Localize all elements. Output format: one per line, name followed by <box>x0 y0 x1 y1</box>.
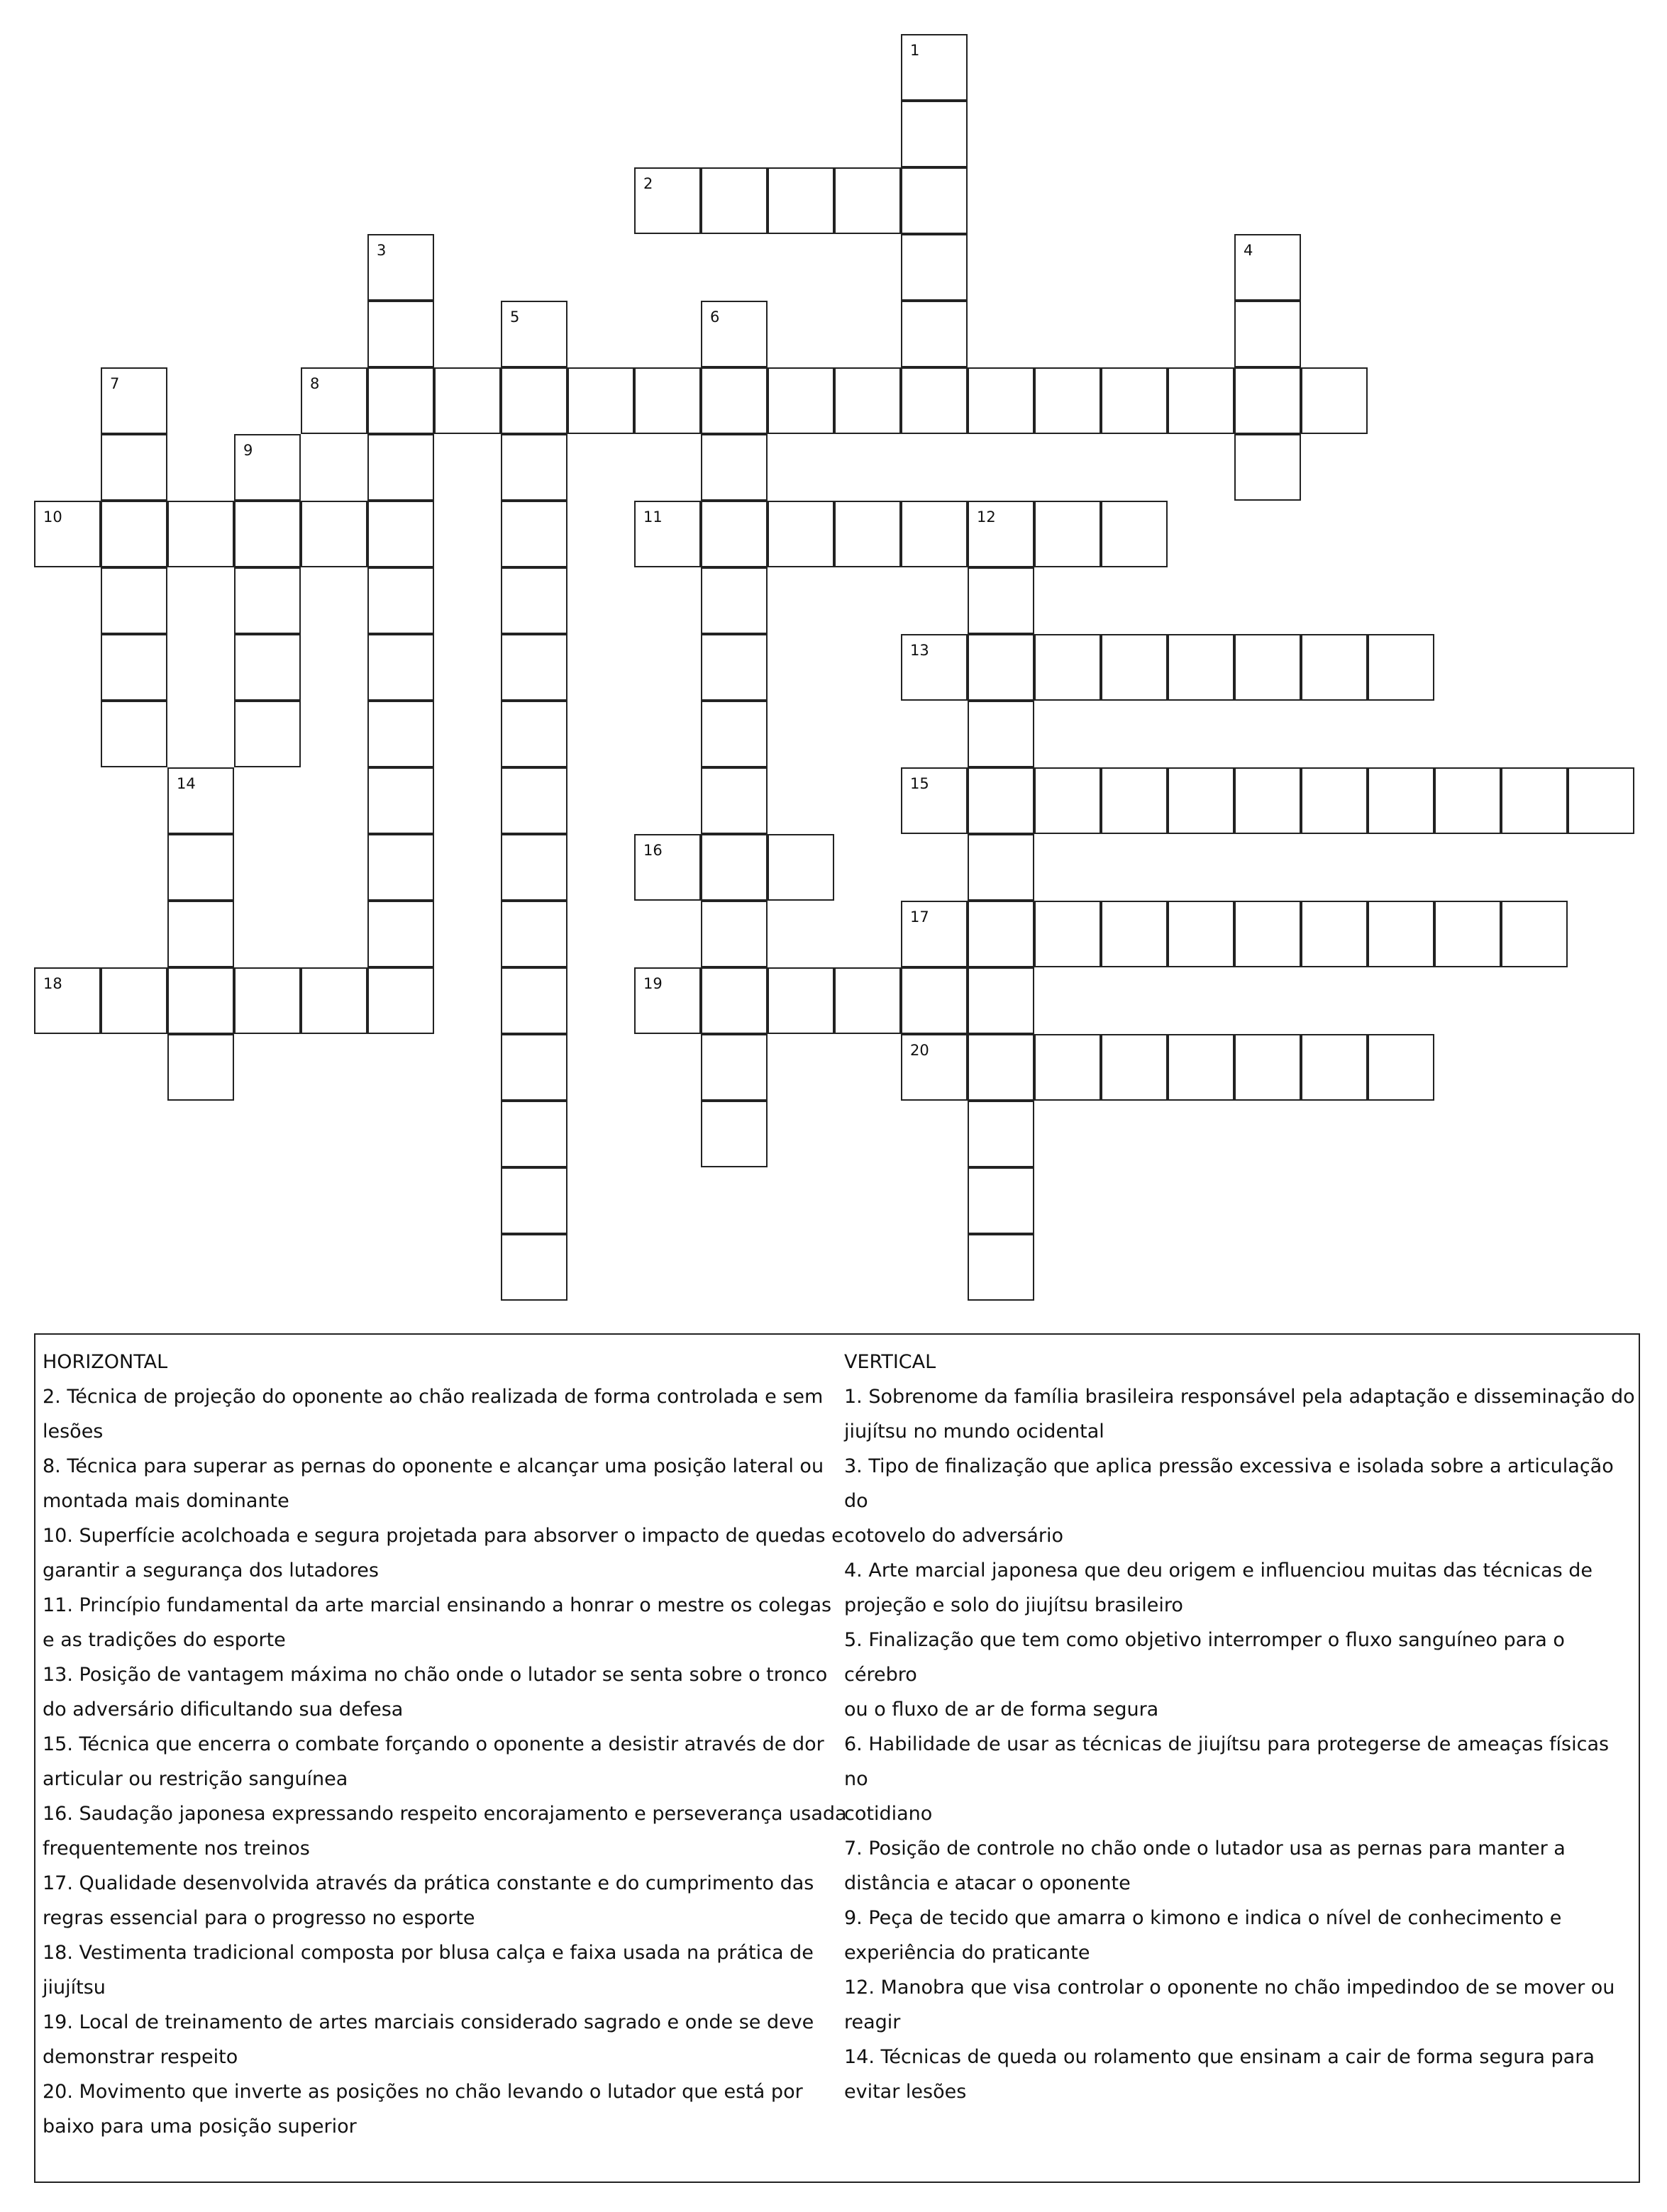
crossword-cell[interactable] <box>501 901 567 967</box>
clue-number-19: 19 <box>643 975 663 992</box>
crossword-cell[interactable] <box>1368 767 1434 834</box>
crossword-cell[interactable] <box>1234 767 1301 834</box>
crossword-cell[interactable] <box>901 167 968 234</box>
horizontal-clue-line: do adversário dificultando sua defesa <box>43 1699 404 1721</box>
crossword-cell[interactable] <box>1101 501 1168 567</box>
vertical-clue-line: cotovelo do adversário <box>844 1525 1064 1547</box>
crossword-cell[interactable] <box>234 967 301 1034</box>
crossword-cell[interactable] <box>701 434 768 501</box>
crossword-cell[interactable] <box>234 567 301 634</box>
horizontal-clue-line: 19. Local de treinamento de artes marciais considerado sagrado e onde se deve <box>43 2011 814 2033</box>
crossword-cell[interactable] <box>1368 901 1434 967</box>
vertical-clue-line: 5. Finalização que tem como objetivo interromper o fluxo sanguíneo para o cérebro <box>844 1629 1565 1686</box>
crossword-cell[interactable] <box>768 501 834 567</box>
crossword-cell[interactable] <box>501 1034 567 1101</box>
horizontal-clue-line: 15. Técnica que encerra o combate forçando o oponente a desistir através de dor <box>43 1733 824 1755</box>
crossword-cell[interactable] <box>367 701 434 767</box>
crossword-cell[interactable] <box>901 501 968 567</box>
clue-number-17: 17 <box>910 908 929 926</box>
vertical-clue-line: cotidiano <box>844 1803 933 1825</box>
crossword-cell[interactable] <box>968 701 1034 767</box>
crossword-cell[interactable] <box>968 567 1034 634</box>
horizontal-clue-line: baixo para uma posição superior <box>43 2116 357 2138</box>
crossword-cell[interactable] <box>167 901 234 967</box>
crossword-cell[interactable] <box>634 367 701 434</box>
clue-number-13: 13 <box>910 642 929 659</box>
crossword-cell[interactable] <box>701 967 768 1034</box>
crossword-cell[interactable] <box>1034 501 1101 567</box>
crossword-cell[interactable] <box>968 834 1034 901</box>
clue-number-2: 2 <box>643 175 653 192</box>
clue-number-4: 4 <box>1244 242 1253 259</box>
crossword-cell[interactable] <box>1368 634 1434 701</box>
crossword-cell[interactable] <box>701 901 768 967</box>
vertical-clue-line: 12. Manobra que visa controlar o oponente no chão impedindoo de se mover ou <box>844 1977 1615 1999</box>
crossword-cell[interactable] <box>968 1034 1034 1101</box>
crossword-cell[interactable] <box>701 701 768 767</box>
crossword-cell[interactable] <box>1034 901 1101 967</box>
vertical-clue-line: 4. Arte marcial japonesa que deu origem e influenciou muitas das técnicas de <box>844 1560 1593 1582</box>
crossword-cell[interactable] <box>501 1101 567 1167</box>
vertical-clue-line: jiujítsu no mundo ocidental <box>844 1421 1104 1443</box>
crossword-cell[interactable] <box>1568 767 1634 834</box>
clue-number-14: 14 <box>177 775 196 792</box>
crossword-cell[interactable] <box>901 234 968 301</box>
crossword-cell[interactable] <box>701 767 768 834</box>
vertical-clue-line: distância e atacar o oponente <box>844 1872 1131 1894</box>
crossword-cell[interactable] <box>834 367 901 434</box>
crossword-cell[interactable] <box>1034 767 1101 834</box>
crossword-cell[interactable] <box>1234 301 1301 367</box>
horizontal-clue-line: lesões <box>43 1421 104 1443</box>
crossword-cell[interactable] <box>1301 634 1368 701</box>
crossword-cell[interactable] <box>501 834 567 901</box>
crossword-cell[interactable] <box>1434 901 1501 967</box>
crossword-cell[interactable] <box>167 967 234 1034</box>
crossword-cell[interactable] <box>1101 767 1168 834</box>
crossword-cell[interactable] <box>1101 901 1168 967</box>
crossword-cell[interactable] <box>501 1167 567 1234</box>
crossword-cell[interactable] <box>1234 901 1301 967</box>
crossword-cell[interactable] <box>101 701 167 767</box>
crossword-cell[interactable] <box>768 367 834 434</box>
vertical-clue-line: ou o fluxo de ar de forma segura <box>844 1699 1159 1721</box>
crossword-cell[interactable] <box>1301 767 1368 834</box>
crossword-cell[interactable] <box>101 501 167 567</box>
crossword-cell[interactable] <box>1168 367 1234 434</box>
vertical-clue-line: projeção e solo do jiujítsu brasileiro <box>844 1594 1183 1616</box>
crossword-cell[interactable] <box>367 901 434 967</box>
crossword-cell[interactable] <box>234 701 301 767</box>
crossword-cell[interactable] <box>301 967 367 1034</box>
crossword-cell[interactable] <box>101 434 167 501</box>
crossword-cell[interactable] <box>367 434 434 501</box>
clue-number-7: 7 <box>110 375 120 392</box>
crossword-cell[interactable] <box>1101 367 1168 434</box>
crossword-cell[interactable] <box>367 967 434 1034</box>
clue-number-15: 15 <box>910 775 929 792</box>
horizontal-clue-line: demonstrar respeito <box>43 2046 238 2068</box>
crossword-cell[interactable] <box>901 301 968 367</box>
horizontal-clue-line: montada mais dominante <box>43 1490 289 1512</box>
horizontal-clue-line: 18. Vestimenta tradicional composta por blusa calça e faixa usada na prática de <box>43 1942 814 1964</box>
crossword-cell[interactable] <box>1168 901 1234 967</box>
crossword-cell[interactable] <box>367 834 434 901</box>
crossword-cell[interactable] <box>234 634 301 701</box>
horizontal-clue-line: 13. Posição de vantagem máxima no chão onde o lutador se senta sobre o tronco <box>43 1664 828 1686</box>
crossword-cell[interactable] <box>1368 1034 1434 1101</box>
clue-number-12: 12 <box>977 508 996 526</box>
clue-number-18: 18 <box>43 975 62 992</box>
crossword-cell[interactable] <box>101 967 167 1034</box>
crossword-cell[interactable] <box>1034 1034 1101 1101</box>
crossword-cell[interactable] <box>1501 901 1568 967</box>
crossword-cell[interactable] <box>968 1167 1034 1234</box>
vertical-clue-line: 6. Habilidade de usar as técnicas de jiujítsu para protegerse de ameaças físicas no <box>844 1733 1610 1790</box>
crossword-cell[interactable] <box>367 567 434 634</box>
vertical-clue-line: reagir <box>844 2011 901 2033</box>
crossword-cell[interactable] <box>968 1101 1034 1167</box>
vertical-clue-line: 14. Técnicas de queda ou rolamento que ensinam a cair de forma segura para <box>844 2046 1595 2068</box>
crossword-cell[interactable] <box>1434 767 1501 834</box>
crossword-cell[interactable] <box>701 167 768 234</box>
crossword-cell[interactable] <box>1101 634 1168 701</box>
crossword-cell[interactable] <box>701 501 768 567</box>
crossword-cell[interactable] <box>367 367 434 434</box>
crossword-cell[interactable] <box>101 567 167 634</box>
crossword-cell[interactable] <box>367 634 434 701</box>
vertical-clue-line: 3. Tipo de finalização que aplica pressão excessiva e isolada sobre a articulação do <box>844 1455 1614 1512</box>
crossword-cell[interactable] <box>1234 1034 1301 1101</box>
horizontal-clue-list <box>43 1379 858 2144</box>
clue-number-11: 11 <box>643 508 663 526</box>
crossword-cell[interactable] <box>1301 901 1368 967</box>
clue-number-6: 6 <box>710 309 720 326</box>
clue-number-3: 3 <box>377 242 387 259</box>
crossword-cell[interactable] <box>501 967 567 1034</box>
crossword-cell[interactable] <box>834 167 901 234</box>
crossword-cell[interactable] <box>768 834 834 901</box>
crossword-cell[interactable] <box>501 434 567 501</box>
horizontal-heading: HORIZONTAL <box>43 1351 168 1373</box>
crossword-cell[interactable] <box>1168 767 1234 834</box>
clue-number-8: 8 <box>310 375 320 392</box>
crossword-cell[interactable] <box>1501 767 1568 834</box>
clue-number-20: 20 <box>910 1042 929 1059</box>
crossword-cell[interactable] <box>968 1234 1034 1301</box>
clue-number-1: 1 <box>910 42 920 59</box>
crossword-cell[interactable] <box>501 701 567 767</box>
clue-number-5: 5 <box>510 309 520 326</box>
vertical-clue-line: evitar lesões <box>844 2081 967 2103</box>
horizontal-clue-line: 16. Saudação japonesa expressando respeito encorajamento e perseverança usada <box>43 1803 847 1825</box>
crossword-cell[interactable] <box>234 501 301 567</box>
crossword-cell[interactable] <box>1301 367 1368 434</box>
horizontal-clue-line: frequentemente nos treinos <box>43 1838 310 1860</box>
crossword-cell[interactable] <box>901 101 968 167</box>
vertical-heading: VERTICAL <box>844 1351 936 1373</box>
clue-number-16: 16 <box>643 842 663 859</box>
crossword-cell[interactable] <box>968 967 1034 1034</box>
vertical-clue-line: experiência do praticante <box>844 1942 1090 1964</box>
crossword-cell[interactable] <box>701 834 768 901</box>
crossword-cell[interactable] <box>501 634 567 701</box>
vertical-clue-line: 7. Posição de controle no chão onde o lutador usa as pernas para manter a <box>844 1838 1566 1860</box>
crossword-cell[interactable] <box>101 634 167 701</box>
crossword-cell[interactable] <box>167 834 234 901</box>
crossword-cell[interactable] <box>167 501 234 567</box>
vertical-clue-line: 9. Peça de tecido que amarra o kimono e indica o nível de conhecimento e <box>844 1907 1562 1929</box>
crossword-cell[interactable] <box>968 634 1034 701</box>
crossword-cell[interactable] <box>1034 634 1101 701</box>
crossword-cell[interactable] <box>1101 1034 1168 1101</box>
clue-number-10: 10 <box>43 508 62 526</box>
crossword-cell[interactable] <box>1301 1034 1368 1101</box>
crossword-cell[interactable] <box>968 901 1034 967</box>
crossword-cell[interactable] <box>1234 367 1301 434</box>
crossword-cell[interactable] <box>901 367 968 434</box>
crossword-cell[interactable] <box>768 167 834 234</box>
crossword-cell[interactable] <box>968 767 1034 834</box>
crossword-cell[interactable] <box>901 967 968 1034</box>
crossword-cell[interactable] <box>501 767 567 834</box>
horizontal-clue-line: 17. Qualidade desenvolvida através da prática constante e do cumprimento das <box>43 1872 814 1894</box>
crossword-cell[interactable] <box>1168 634 1234 701</box>
crossword-cell[interactable] <box>1034 367 1101 434</box>
crossword-cell[interactable] <box>1168 1034 1234 1101</box>
clue-number-9: 9 <box>243 442 253 459</box>
crossword-cell[interactable] <box>701 1101 768 1167</box>
horizontal-clue-line: 10. Superfície acolchoada e segura projetada para absorver o impacto de quedas e <box>43 1525 843 1547</box>
clues-box <box>34 1333 1640 2183</box>
horizontal-clue-line: 2. Técnica de projeção do oponente ao chão realizada de forma controlada e sem <box>43 1386 824 1408</box>
horizontal-clue-line: jiujítsu <box>43 1977 106 1999</box>
crossword-cell[interactable] <box>1234 634 1301 701</box>
horizontal-clue-line: articular ou restrição sanguínea <box>43 1768 348 1790</box>
crossword-cell[interactable] <box>434 367 501 434</box>
horizontal-clue-line: 11. Princípio fundamental da arte marcial ensinando a honrar o mestre os colegas <box>43 1594 832 1616</box>
horizontal-clue-line: 8. Técnica para superar as pernas do oponente e alcançar uma posição lateral ou <box>43 1455 824 1477</box>
crossword-cell[interactable] <box>701 1034 768 1101</box>
crossword-cell[interactable] <box>701 567 768 634</box>
crossword-cell[interactable] <box>501 1234 567 1301</box>
crossword-cell[interactable] <box>501 367 567 434</box>
crossword-cell[interactable] <box>701 367 768 434</box>
vertical-clues-column <box>844 1345 1639 2109</box>
crossword-cell[interactable] <box>367 767 434 834</box>
horizontal-clues-column <box>43 1345 858 2144</box>
crossword-cell[interactable] <box>834 501 901 567</box>
horizontal-clue-line: garantir a segurança dos lutadores <box>43 1560 379 1582</box>
crossword-cell[interactable] <box>501 501 567 567</box>
crossword-cell[interactable] <box>1234 434 1301 501</box>
horizontal-clue-line: 20. Movimento que inverte as posições no chão levando o lutador que está por <box>43 2081 803 2103</box>
vertical-clue-list <box>844 1379 1639 2109</box>
crossword-cell[interactable] <box>701 634 768 701</box>
crossword-cell[interactable] <box>501 567 567 634</box>
crossword-cell[interactable] <box>968 367 1034 434</box>
vertical-clue-line: 1. Sobrenome da família brasileira responsável pela adaptação e disseminação do <box>844 1386 1635 1408</box>
crossword-cell[interactable] <box>167 1034 234 1101</box>
crossword-cell[interactable] <box>567 367 634 434</box>
horizontal-clue-line: regras essencial para o progresso no esporte <box>43 1907 475 1929</box>
crossword-cell[interactable] <box>367 501 434 567</box>
crossword-cell[interactable] <box>301 501 367 567</box>
crossword-cell[interactable] <box>834 967 901 1034</box>
horizontal-clue-line: e as tradições do esporte <box>43 1629 286 1651</box>
crossword-cell[interactable] <box>768 967 834 1034</box>
crossword-cell[interactable] <box>367 301 434 367</box>
